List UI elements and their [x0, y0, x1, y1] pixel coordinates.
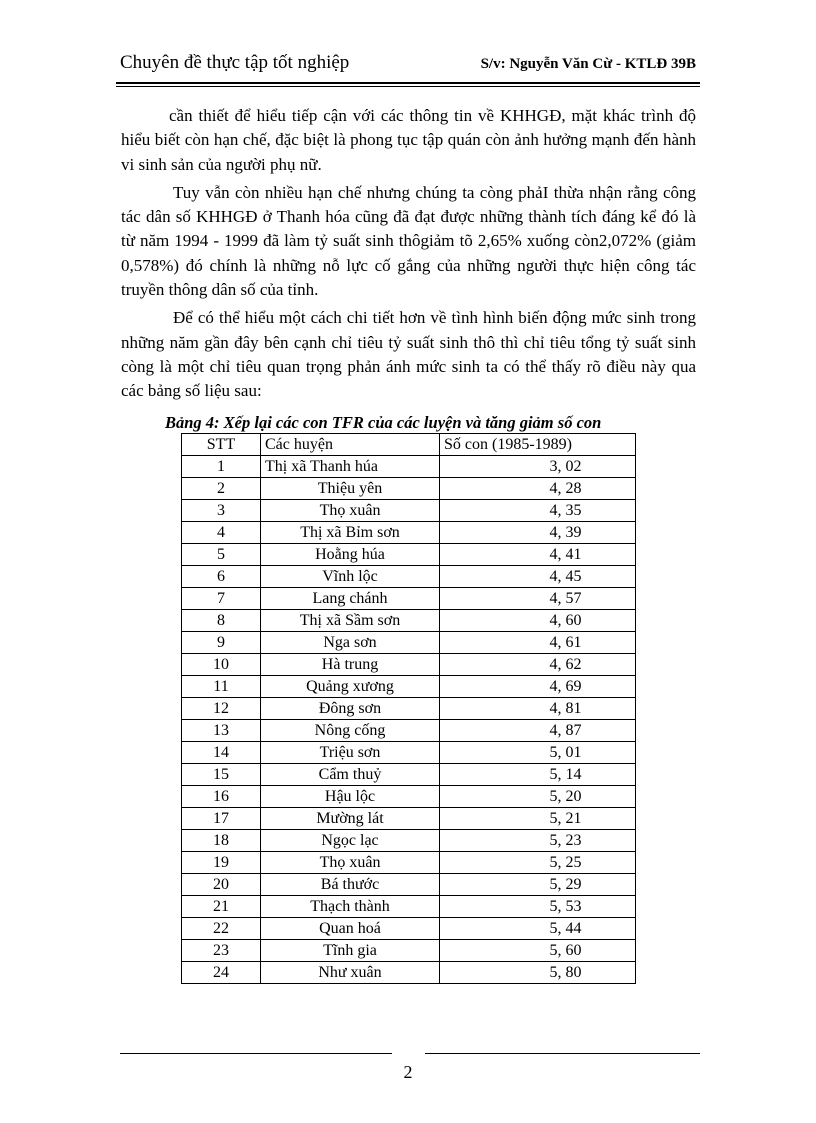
cell-value: 4, 87 [440, 720, 636, 742]
cell-district: Hoằng húa [261, 544, 440, 566]
cell-district: Triệu sơn [261, 742, 440, 764]
tfr-table [181, 433, 636, 984]
cell-stt: 12 [182, 698, 261, 720]
cell-stt: 19 [182, 852, 261, 874]
cell-district: Thạch thành [261, 896, 440, 918]
cell-district: Thị xã Bỉm sơn [261, 522, 440, 544]
table-row [182, 720, 636, 742]
cell-value: 5, 25 [440, 852, 636, 874]
cell-value: 4, 57 [440, 588, 636, 610]
table-row [182, 764, 636, 786]
cell-value: 5, 80 [440, 962, 636, 984]
cell-stt: 21 [182, 896, 261, 918]
cell-value: 5, 14 [440, 764, 636, 786]
cell-value: 5, 20 [440, 786, 636, 808]
cell-stt: 4 [182, 522, 261, 544]
table-row [182, 698, 636, 720]
cell-district: Đông sơn [261, 698, 440, 720]
table-row [182, 566, 636, 588]
cell-value: 4, 69 [440, 676, 636, 698]
cell-stt: 2 [182, 478, 261, 500]
header-title: Chuyên đề thực tập tốt nghiệp [120, 52, 350, 73]
paragraph: Tuy vẫn còn nhiều hạn chế nhưng chúng ta còng phảI thừa nhận rằng công tác dân số KHHGĐ ở Thanh hóa cũng đã đạt được những thành tích đáng kể đó là từ năm 1994 - 1999 đã làm tỷ suất sinh thôgiảm tõ 2,65% xuống còn2,072% (giảm 0,578%) đó chính là những nỗ lực cố gắng của những người thực hiện công tác truyền thông dân số của tỉnh. [121, 182, 696, 300]
table-row [182, 742, 636, 764]
table-row [182, 808, 636, 830]
cell-district: Quảng xương [261, 676, 440, 698]
cell-value: 5, 44 [440, 918, 636, 940]
cell-stt: 24 [182, 962, 261, 984]
table-row [182, 852, 636, 874]
cell-stt: 22 [182, 918, 261, 940]
table-row [182, 632, 636, 654]
cell-district: Thị xã Sầm sơn [261, 610, 440, 632]
cell-stt: 18 [182, 830, 261, 852]
cell-stt: 5 [182, 544, 261, 566]
cell-stt: 11 [182, 676, 261, 698]
paragraph: Để có thể hiểu một cách chi tiết hơn về tình hình biến động mức sinh trong những năm gần đây bên cạnh chỉ tiêu tỷ suất sinh thô thì chỉ tiêu tổng tỷ suất sinh còng là một chỉ tiêu quan trọng phản ánh mức sinh ta có thể thấy rõ điều này qua các bảng số liệu sau: [121, 308, 696, 401]
cell-district: Thị xã Thanh húa [261, 456, 440, 478]
table-row [182, 588, 636, 610]
cell-stt: 14 [182, 742, 261, 764]
table-row [182, 940, 636, 962]
cell-value: 4, 28 [440, 478, 636, 500]
table-row [182, 896, 636, 918]
cell-stt: 9 [182, 632, 261, 654]
cell-value: 5, 23 [440, 830, 636, 852]
table-row [182, 830, 636, 852]
header-rule [116, 82, 700, 87]
cell-district: Quan hoá [261, 918, 440, 940]
table-row [182, 544, 636, 566]
table-header-row [182, 434, 636, 456]
header-author: S/v: Nguyễn Văn Cừ - KTLĐ 39B [480, 56, 696, 72]
body-text [121, 104, 696, 408]
table-row [182, 456, 636, 478]
cell-stt: 1 [182, 456, 261, 478]
header-stt: STT [182, 434, 261, 456]
header-value: Số con (1985-1989) [440, 434, 636, 456]
cell-stt: 6 [182, 566, 261, 588]
table-row [182, 522, 636, 544]
cell-district: Lang chánh [261, 588, 440, 610]
table-row [182, 676, 636, 698]
cell-stt: 7 [182, 588, 261, 610]
table-row [182, 918, 636, 940]
page-number: 2 [403, 1062, 413, 1082]
cell-stt: 15 [182, 764, 261, 786]
cell-value: 3, 02 [440, 456, 636, 478]
cell-value: 4, 35 [440, 500, 636, 522]
cell-value: 4, 81 [440, 698, 636, 720]
cell-district: Tĩnh gia [261, 940, 440, 962]
table-row [182, 962, 636, 984]
cell-value: 4, 61 [440, 632, 636, 654]
table-row [182, 500, 636, 522]
cell-district: Bá thước [261, 874, 440, 896]
table-body [182, 456, 636, 984]
cell-district: Thọ xuân [261, 852, 440, 874]
cell-district: Vĩnh lộc [261, 566, 440, 588]
cell-district: Hậu lộc [261, 786, 440, 808]
table-caption: Bảng 4: Xếp lại các con TFR của các luyện và tăng giảm số con [165, 413, 602, 432]
footer-rule-right [425, 1053, 700, 1054]
cell-stt: 10 [182, 654, 261, 676]
cell-value: 4, 62 [440, 654, 636, 676]
header-district: Các huyện [261, 434, 440, 456]
table-row [182, 786, 636, 808]
cell-value: 4, 39 [440, 522, 636, 544]
cell-district: Nông cống [261, 720, 440, 742]
cell-stt: 8 [182, 610, 261, 632]
cell-district: Cẩm thuỷ [261, 764, 440, 786]
cell-stt: 3 [182, 500, 261, 522]
cell-value: 5, 01 [440, 742, 636, 764]
paragraph: cần thiết để hiểu tiếp cận với các thông tin về KHHGĐ, mặt khác trình độ hiểu biết còn hạn chế, đặc biệt là phong tục tập quán còn ảnh hưởng mạnh đến hành vi sinh sản của người phụ nữ. [121, 106, 696, 174]
cell-value: 4, 60 [440, 610, 636, 632]
cell-district: Ngọc lạc [261, 830, 440, 852]
cell-stt: 16 [182, 786, 261, 808]
cell-district: Hà trung [261, 654, 440, 676]
cell-district: Mường lát [261, 808, 440, 830]
cell-value: 4, 41 [440, 544, 636, 566]
cell-value: 5, 60 [440, 940, 636, 962]
cell-district: Thiệu yên [261, 478, 440, 500]
table-row [182, 610, 636, 632]
cell-stt: 23 [182, 940, 261, 962]
footer-rule-left [120, 1053, 392, 1054]
cell-district: Thọ xuân [261, 500, 440, 522]
table-row [182, 654, 636, 676]
cell-stt: 17 [182, 808, 261, 830]
cell-value: 5, 21 [440, 808, 636, 830]
cell-stt: 13 [182, 720, 261, 742]
table-row [182, 478, 636, 500]
cell-value: 5, 53 [440, 896, 636, 918]
cell-district: Nga sơn [261, 632, 440, 654]
cell-value: 5, 29 [440, 874, 636, 896]
table-row [182, 874, 636, 896]
cell-district: Như xuân [261, 962, 440, 984]
cell-stt: 20 [182, 874, 261, 896]
cell-value: 4, 45 [440, 566, 636, 588]
